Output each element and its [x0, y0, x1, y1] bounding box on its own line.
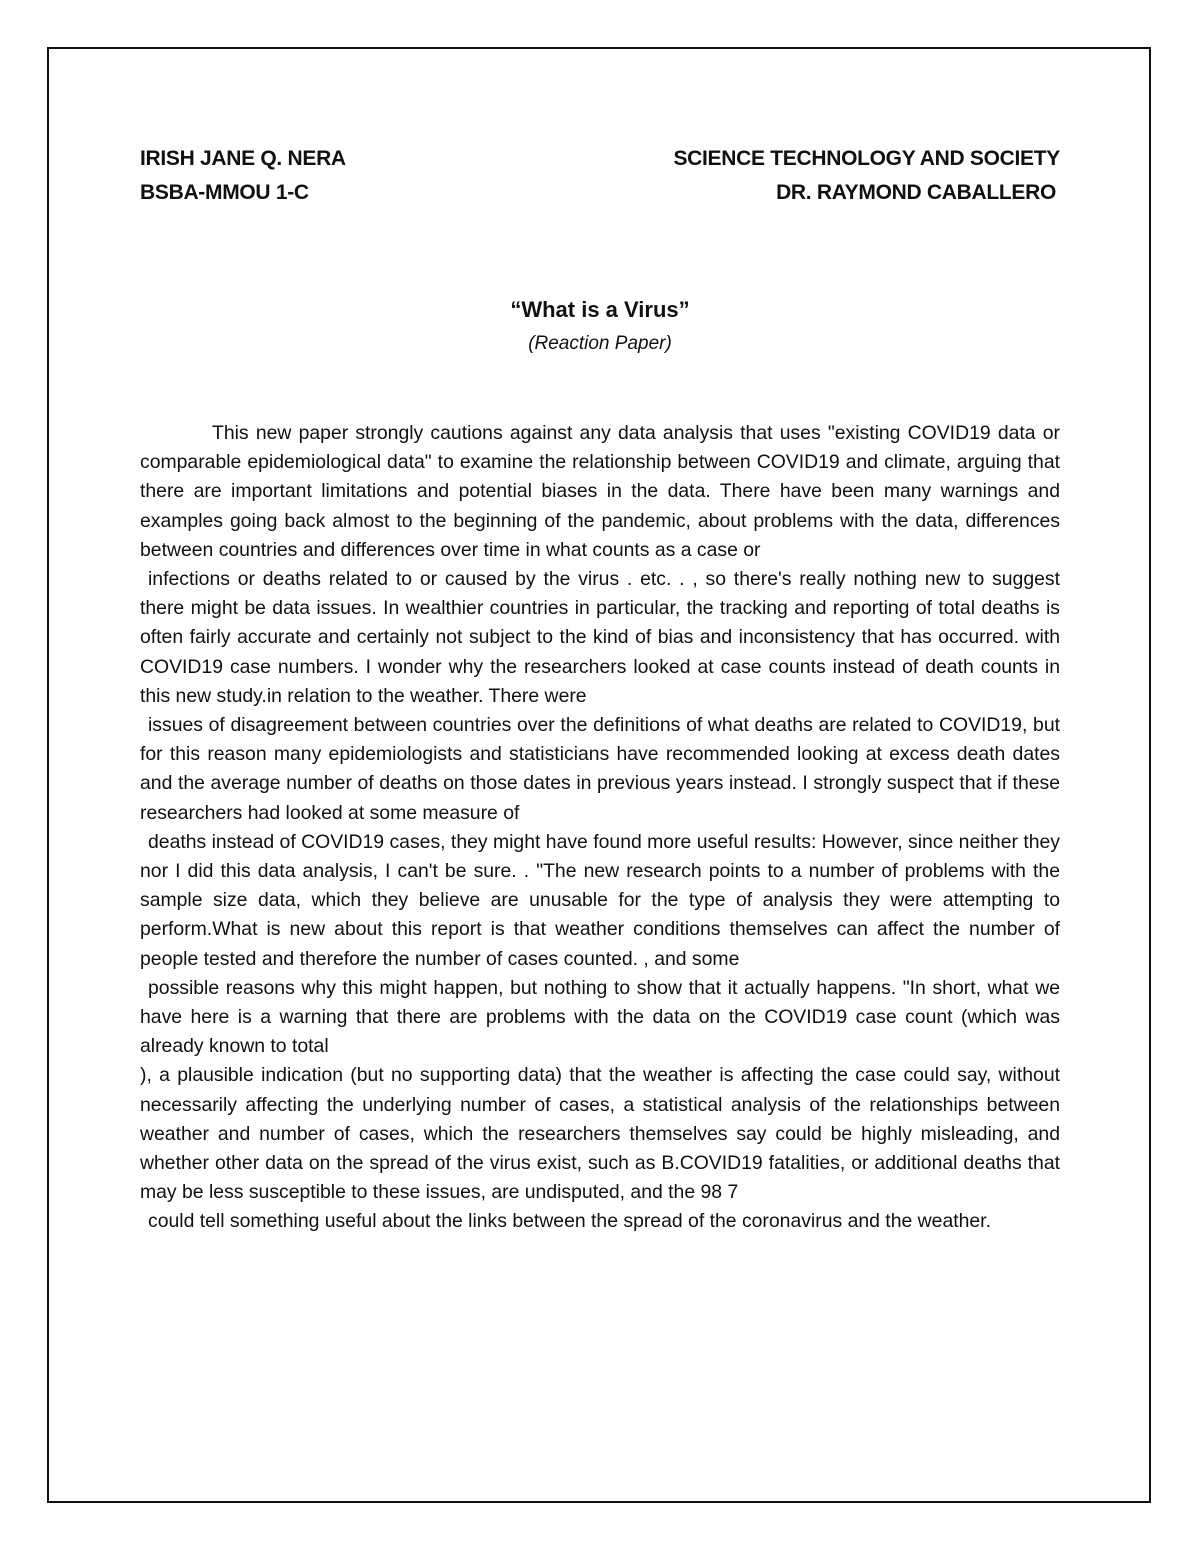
instructor-name: DR. RAYMOND CABALLERO [776, 181, 1056, 204]
subject-name: SCIENCE TECHNOLOGY AND SOCIETY [673, 147, 1060, 170]
author-name: IRISH JANE Q. NERA [140, 147, 346, 170]
body-paragraph: ), a plausible indication (but no supporting data) that the weather is affecting the case could say, without necessarily affecting the underlying number of cases, a statistical analysis of the relationships between weather and number of cases, which the researchers themselves say could be highly misleading, and whether other data on the spread of the virus exist, such as B.COVID19 fatalities, or additional deaths that may be less susceptible to these issues, are undisputed, and the 98 7 [140, 1064, 1060, 1204]
document-title: “What is a Virus” [510, 297, 690, 322]
body-paragraph: possible reasons why this might happen, but nothing to show that it actually happens. "In short, what we have here is a warning that there are problems with the data on the COVID19 case count (which was already known to total [140, 976, 1060, 1058]
document-subtitle: (Reaction Paper) [528, 333, 672, 354]
header-row-bottom [140, 181, 1060, 205]
body-paragraph: issues of disagreement between countries over the definitions of what deaths are related to COVID19, but for this reason many epidemiologists and statisticians have recommended looking at excess death dates and the average number of deaths on those dates in previous years instead. I strongly suspect that if these researchers had looked at some measure of [140, 714, 1060, 824]
body-paragraph: infections or deaths related to or caused by the virus . etc. . , so there's really nothing new to suggest there might be data issues. In wealthier countries in particular, the tracking and reporting of total deaths is often fairly accurate and certainly not subject to the kind of bias and inconsistency that has occurred. with COVID19 case numbers. I wonder why the researchers looked at case counts instead of death counts in this new study.in relation to the weather. There were [140, 568, 1060, 707]
header-row-top [140, 147, 1060, 171]
body-text [140, 419, 1060, 1237]
course-section: BSBA-MMOU 1-C [140, 181, 309, 204]
body-paragraph: deaths instead of COVID19 cases, they might have found more useful results: However, since neither they nor I did this data analysis, I can't be sure. . "The new research points to a number of problems with the sample size data, which they believe are unusable for the type of analysis they were attempting to perform.What is new about this report is that weather conditions themselves can affect the number of people tested and therefore the number of cases counted. , and some [140, 830, 1060, 970]
body-paragraph: This new paper strongly cautions against any data analysis that uses "existing COVID19 data or comparable epidemiological data" to examine the relationship between COVID19 and climate, arguing that there are important limitations and potential biases in the data. There have been many warnings and examples going back almost to the beginning of the pandemic, about problems with the data, differences between countries and differences over time in what counts as a case or [140, 422, 1060, 561]
body-paragraph: could tell something useful about the links between the spread of the coronavirus and the weather. [148, 1210, 991, 1233]
